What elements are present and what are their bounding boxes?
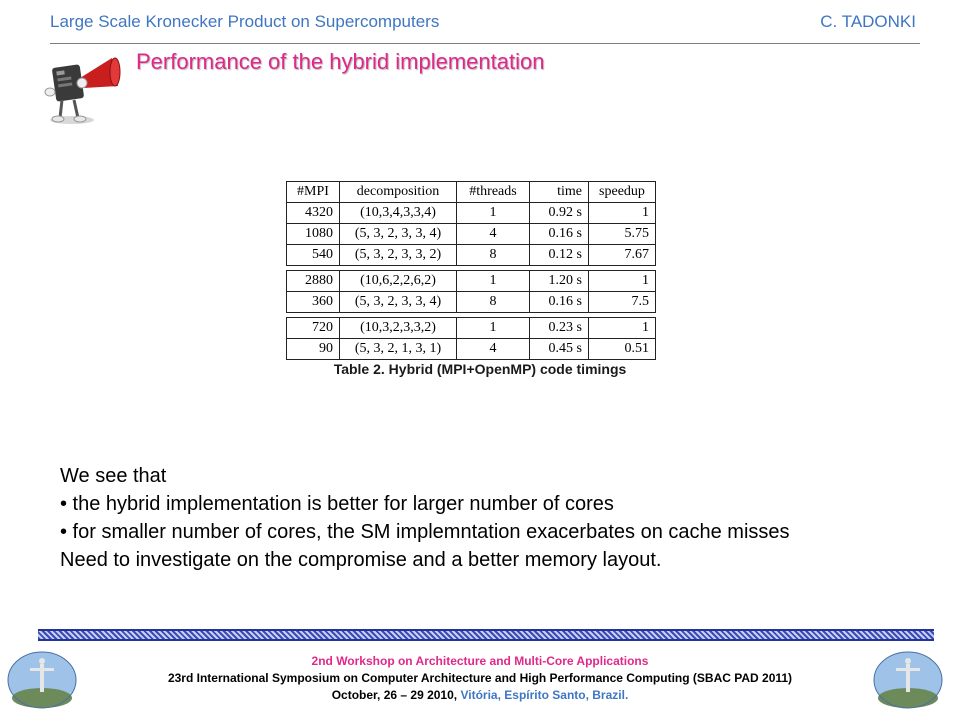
table-cell: 1 <box>457 203 530 224</box>
footer-date: October, 26 – 29 2010, <box>331 688 458 702</box>
megaphone-mascot-icon <box>40 46 130 131</box>
table-cell: 4 <box>457 224 530 245</box>
table-cell: (5, 3, 2, 3, 3, 2) <box>340 245 457 266</box>
column-header: #threads <box>457 182 530 203</box>
table-cell: 720 <box>287 318 340 339</box>
footer-band <box>38 629 934 641</box>
table-cell: 5.75 <box>589 224 656 245</box>
table-cell: 8 <box>457 292 530 313</box>
table-cell: (5, 3, 2, 3, 3, 4) <box>340 224 457 245</box>
table-caption: Table 2. Hybrid (MPI+OpenMP) code timings <box>333 361 627 377</box>
table-cell: 2880 <box>287 271 340 292</box>
table-row <box>287 339 656 360</box>
table-cell: 0.51 <box>589 339 656 360</box>
slide-title: Performance of the hybrid implementation <box>136 49 545 74</box>
body-line: We see that <box>60 465 167 487</box>
table-row <box>287 245 656 266</box>
timings-table <box>286 181 656 360</box>
table-cell: 1 <box>457 318 530 339</box>
table-cell: (10,3,4,3,3,4) <box>340 203 457 224</box>
table-row <box>287 318 656 339</box>
table-cell: 1 <box>589 271 656 292</box>
table-cell: (5, 3, 2, 1, 3, 1) <box>340 339 457 360</box>
table-row <box>287 203 656 224</box>
footer-place: Vitória, Espírito Santo, Brazil. <box>460 688 629 702</box>
header-author: C. TADONKI <box>820 12 916 31</box>
column-header: speedup <box>589 182 656 203</box>
footer-symposium: 23rd International Symposium on Computer Architecture and High Performance Computing (SBAC PAD 2011) <box>167 671 793 685</box>
table-cell: 90 <box>287 339 340 360</box>
table-header-row <box>287 182 656 203</box>
table-cell: (10,3,2,3,3,2) <box>340 318 457 339</box>
table-row <box>287 271 656 292</box>
table-cell: 0.16 s <box>530 292 589 313</box>
table-cell: 1 <box>457 271 530 292</box>
table-cell: 0.23 s <box>530 318 589 339</box>
table-cell: 0.16 s <box>530 224 589 245</box>
table-cell: 1 <box>589 318 656 339</box>
table-row <box>287 224 656 245</box>
table-cell: 7.67 <box>589 245 656 266</box>
table-cell: 360 <box>287 292 340 313</box>
column-header: decomposition <box>340 182 457 203</box>
footer-date-place <box>0 688 960 702</box>
body-line: • the hybrid implementation is better for larger number of cores <box>60 493 614 515</box>
table-cell: (10,6,2,2,6,2) <box>340 271 457 292</box>
body-line: Need to investigate on the compromise and a better memory layout. <box>60 549 662 571</box>
table-cell: 4 <box>457 339 530 360</box>
table-cell: 0.45 s <box>530 339 589 360</box>
table-cell: 0.12 s <box>530 245 589 266</box>
table-cell: 4320 <box>287 203 340 224</box>
table-cell: 1.20 s <box>530 271 589 292</box>
header-title: Large Scale Kronecker Product on Supercomputers <box>50 12 440 31</box>
table-cell: 540 <box>287 245 340 266</box>
table-cell: 1080 <box>287 224 340 245</box>
table-cell: 8 <box>457 245 530 266</box>
column-header: #MPI <box>287 182 340 203</box>
table-cell: 0.92 s <box>530 203 589 224</box>
table-cell: (5, 3, 2, 3, 3, 4) <box>340 292 457 313</box>
header-rule <box>50 43 920 44</box>
body-text <box>60 462 790 574</box>
body-line: • for smaller number of cores, the SM implemntation exacerbates on cache misses <box>60 521 790 543</box>
table-cell: 7.5 <box>589 292 656 313</box>
table-row <box>287 292 656 313</box>
column-header: time <box>530 182 589 203</box>
footer-workshop: 2nd Workshop on Architecture and Multi-Core Applications <box>311 654 649 668</box>
timings-table-container <box>286 181 656 360</box>
table-cell: 1 <box>589 203 656 224</box>
